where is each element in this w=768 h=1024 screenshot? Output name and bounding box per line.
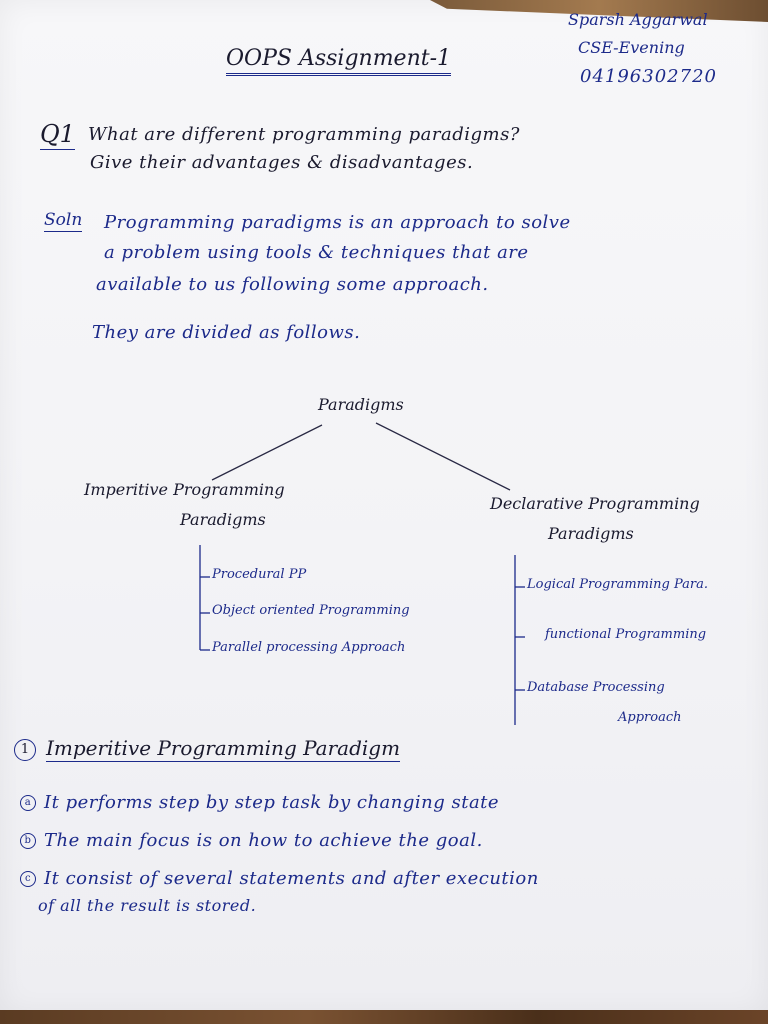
- right-item-3-cont: Approach: [618, 710, 682, 725]
- author-class: CSE-Evening: [578, 38, 685, 57]
- solution-line-2: a problem using tools & techniques that are: [104, 242, 529, 263]
- right-item-2: functional Programming: [545, 627, 707, 642]
- section-1-point-b: b The main focus is on how to achieve the goal.: [20, 830, 483, 851]
- solution-line-3: available to us following some approach.: [96, 274, 489, 295]
- right-branch-title-2: Paradigms: [548, 524, 634, 543]
- left-branch-title-2: Paradigms: [180, 510, 266, 529]
- right-item-3: Database Processing: [527, 680, 665, 695]
- page-title: OOPS Assignment-1: [226, 46, 451, 76]
- left-item-2: Object oriented Programming: [212, 603, 410, 618]
- left-item-1: Procedural PP: [212, 567, 307, 582]
- diagram-root: Paradigms: [318, 395, 404, 414]
- solution-line-1: Programming paradigms is an approach to solve: [104, 212, 571, 233]
- question-line-2: Give their advantages & disadvantages.: [90, 152, 474, 173]
- section-1-point-c: c It consist of several statements and after execution: [20, 868, 539, 889]
- question-line-1: What are different programming paradigms?: [88, 124, 520, 145]
- right-branch-title-1: Declarative Programming: [490, 494, 700, 513]
- section-1-point-a: a It performs step by step task by changing state: [20, 792, 499, 813]
- left-branch-title-1: Imperitive Programming: [84, 480, 285, 499]
- solution-label: Soln: [44, 210, 83, 230]
- right-item-1: Logical Programming Para.: [527, 577, 708, 592]
- section-1-heading: 1 Imperitive Programming Paradigm: [14, 736, 400, 761]
- question-label: Q1: [40, 120, 75, 148]
- section-1-point-c-cont: of all the result is stored.: [38, 896, 257, 915]
- section-1-number: 1: [14, 739, 36, 761]
- left-item-3: Parallel processing Approach: [212, 640, 406, 655]
- solution-line-4: They are divided as follows.: [92, 322, 361, 343]
- author-roll: 04196302720: [580, 66, 717, 87]
- author-name: Sparsh Aggarwal: [568, 10, 708, 29]
